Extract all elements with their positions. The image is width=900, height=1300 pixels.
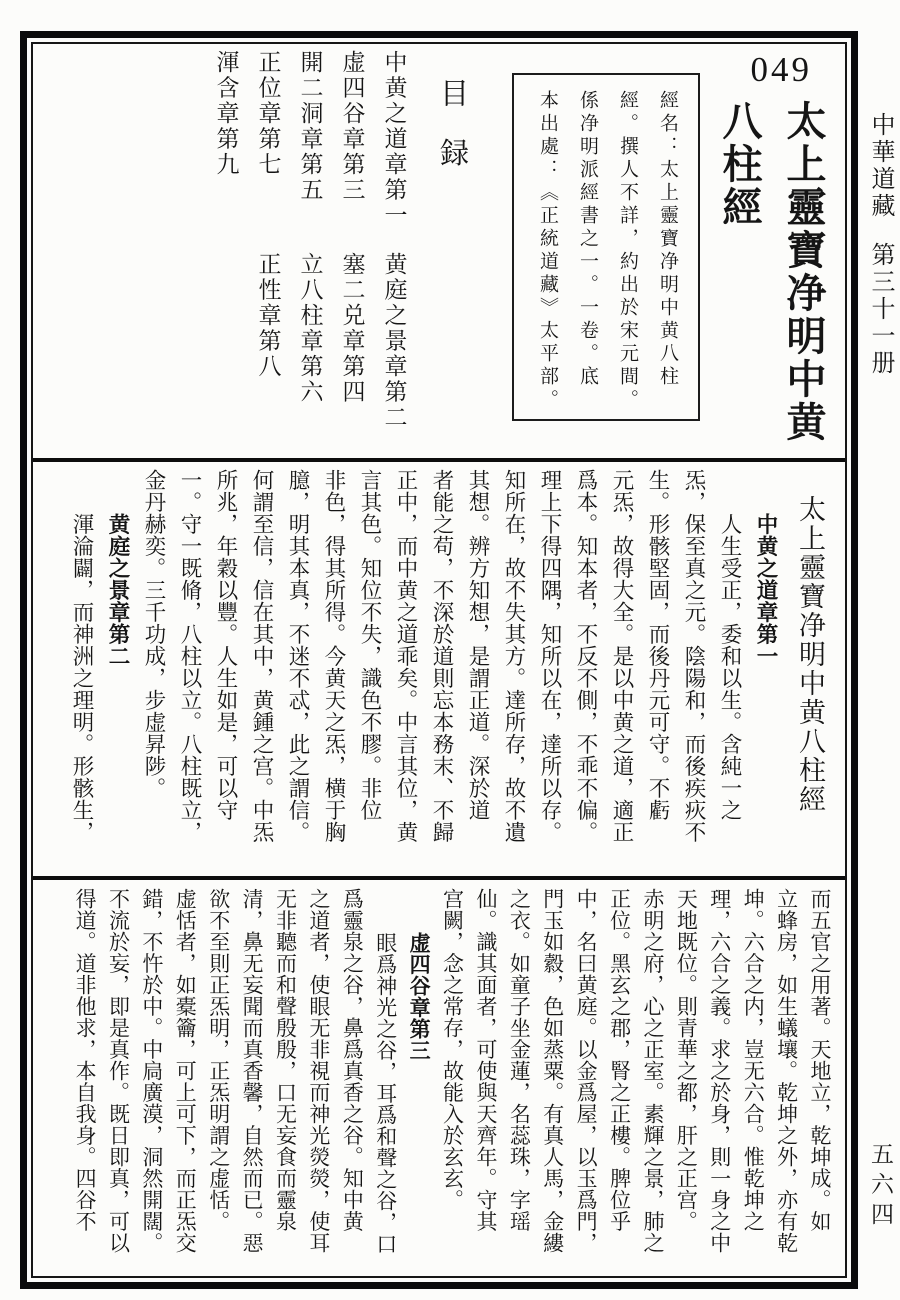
text-column: 坤。六合之内，豈无六合。惟乾坤之 xyxy=(741,888,766,1232)
table-of-contents xyxy=(205,44,473,458)
folio-page-number: 五六四 xyxy=(868,1142,893,1232)
text-column: 非色，得其所得。今黄天之炁，横于胸 xyxy=(322,469,346,843)
toc-column xyxy=(205,50,247,431)
text-column: 黄庭之景章第二 xyxy=(106,513,130,667)
text-column: 金丹赫奕。三千功成，步虚昇陟。 xyxy=(142,469,166,799)
spine-volume-number: 第三十一册 xyxy=(867,242,893,377)
text-column: 得道。道非他求，本自我身。四谷不 xyxy=(73,888,98,1232)
text-column: 宫闕，念之常存，故能入於玄玄。 xyxy=(440,888,465,1211)
text-column: 一。守一既脩，八柱以立。八柱既立， xyxy=(178,469,202,843)
text-column: 門玉如縠，色如蒸粟。有真人馬，金縷 xyxy=(540,888,565,1254)
text-column: 太上靈寶净明中黄八柱經 xyxy=(795,495,825,814)
scripture-body-lower xyxy=(33,880,845,1276)
toc-entry: 中黄之道章第一 xyxy=(381,50,407,229)
text-column: 赤明之府，心之正室。素輝之景，肺之 xyxy=(640,888,665,1254)
scripture-main-title xyxy=(707,100,835,456)
text-column: 正位。黑玄之郡，腎之正樓。脾位乎 xyxy=(607,888,632,1232)
spine-collection-title: 中華道藏 xyxy=(867,112,893,220)
text-column: 虚四谷章第三 xyxy=(407,932,432,1061)
toc-entry: 黄庭之景章第二 xyxy=(381,252,407,431)
text-column: 无非聽而和聲殷殷，口无妄食而靈泉 xyxy=(273,888,298,1232)
text-column: 中黄之道章第一 xyxy=(754,513,778,667)
text-column: 欲不至則正炁明，正炁明謂之虚恬。 xyxy=(206,888,231,1232)
text-column: 言其色。知位不失，識色不膠。非位 xyxy=(358,469,382,821)
toc-entry: 虚四谷章第三 xyxy=(339,50,365,203)
toc-column xyxy=(289,50,331,431)
toc-entry: 正性章第八 xyxy=(255,252,281,380)
scripture-serial-number: 049 xyxy=(750,50,812,89)
text-column: 臆，明其本真，不迷不忒，此之謂信。 xyxy=(286,469,310,843)
colophon-column: 係净明派經書之一。一卷。底 xyxy=(577,90,598,389)
text-column: 知所在，故不失其方。達所存，故不遺 xyxy=(502,469,526,843)
text-column: 理，六合之義。求之於身，則一身之中 xyxy=(707,888,732,1254)
colophon-column: 經名：太上靈寶净明中黄八柱 xyxy=(657,90,678,389)
spine-label xyxy=(858,112,898,377)
text-column: 元炁，故得大全。是以中黄之道，適正 xyxy=(610,469,634,843)
text-column: 所兆，年穀以豐。人生如是，可以守 xyxy=(214,469,238,821)
text-column: 爲靈泉之谷，鼻爲真香之谷。知中黄 xyxy=(340,888,365,1232)
toc-entry: 塞二兑章第四 xyxy=(339,252,365,405)
toc-columns xyxy=(205,50,415,431)
toc-entry: 立八柱章第六 xyxy=(297,252,323,405)
text-column: 正中，而中黄之道乖矣。中言其位，黄 xyxy=(394,469,418,843)
text-column: 眼爲神光之谷，耳爲和聲之谷，口 xyxy=(373,932,398,1255)
page-frame-inner-border xyxy=(31,42,847,1278)
text-column: 立蜂房，如生蟻壤。乾坤之外，亦有乾 xyxy=(774,888,799,1254)
toc-column xyxy=(373,50,415,431)
text-column: 而五官之用著。天地立，乾坤成。如 xyxy=(808,888,832,1232)
text-column: 人生受正，委和以生。含純一之 xyxy=(718,513,742,821)
text-column: 渾淪闢，而神洲之理明。形骸生， xyxy=(70,513,94,843)
page-frame-border xyxy=(20,31,858,1289)
text-column: 之道者，使眼无非視而神光熒熒，使耳 xyxy=(306,888,331,1254)
text-column: 炁，保至真之元。陰陽和，而後疾疢不 xyxy=(682,469,706,843)
header-section xyxy=(33,44,845,458)
text-column: 天地既位。則青華之都，肝之正宫。 xyxy=(674,888,699,1232)
toc-entry: 正位章第七 xyxy=(255,50,281,178)
text-column: 之衣。如童子坐金蓮，名蕊珠，字瑶 xyxy=(507,888,532,1232)
text-column: 理上下得四隅，知所以在，達所以存。 xyxy=(538,469,562,843)
main-title-line-2: 八柱經 xyxy=(717,100,762,229)
text-column: 仙。識其面者，可使與天齊年。守其 xyxy=(473,888,498,1232)
text-column: 爲本。知本者，不反不側，不乖不偏。 xyxy=(574,469,598,843)
text-column: 者能之苟，不深於道則忘本務末、不歸 xyxy=(430,469,454,843)
text-column: 中，名曰黄庭。以金爲屋，以玉爲門， xyxy=(574,888,599,1254)
text-column: 清，鼻无妄聞而真香馨，自然而已。惡 xyxy=(240,888,265,1254)
toc-entry: 渾含章第九 xyxy=(213,50,239,178)
text-column: 生。形骸堅固，而後丹元可守。不虧 xyxy=(646,469,670,821)
main-title-line-1: 太上靈寶净明中黄 xyxy=(781,100,826,444)
colophon-column: 經。撰人不詳，約出於宋元間。 xyxy=(617,90,638,412)
text-column: 虚恬者，如橐籥，可上可下，而正炁交 xyxy=(173,888,198,1254)
toc-column xyxy=(331,50,373,431)
toc-column xyxy=(247,50,289,431)
text-column: 錯，不忤於中。中扃廣漠，洞然開闊。 xyxy=(139,888,164,1254)
colophon-column: 本出處：《正統道藏》太平部。 xyxy=(537,90,558,412)
text-column: 其想。辨方知想，是謂正道。深於道 xyxy=(466,469,490,821)
toc-heading: 目録 xyxy=(436,78,468,197)
scripture-body-upper xyxy=(33,462,845,876)
colophon-box xyxy=(512,73,700,421)
text-column: 不流於妄，即是真作。既日即真，可以 xyxy=(106,888,131,1254)
text-column: 何謂至信，信在其中，黄鍾之宫。中炁 xyxy=(250,469,274,843)
toc-entry: 開二洞章第五 xyxy=(297,50,323,203)
